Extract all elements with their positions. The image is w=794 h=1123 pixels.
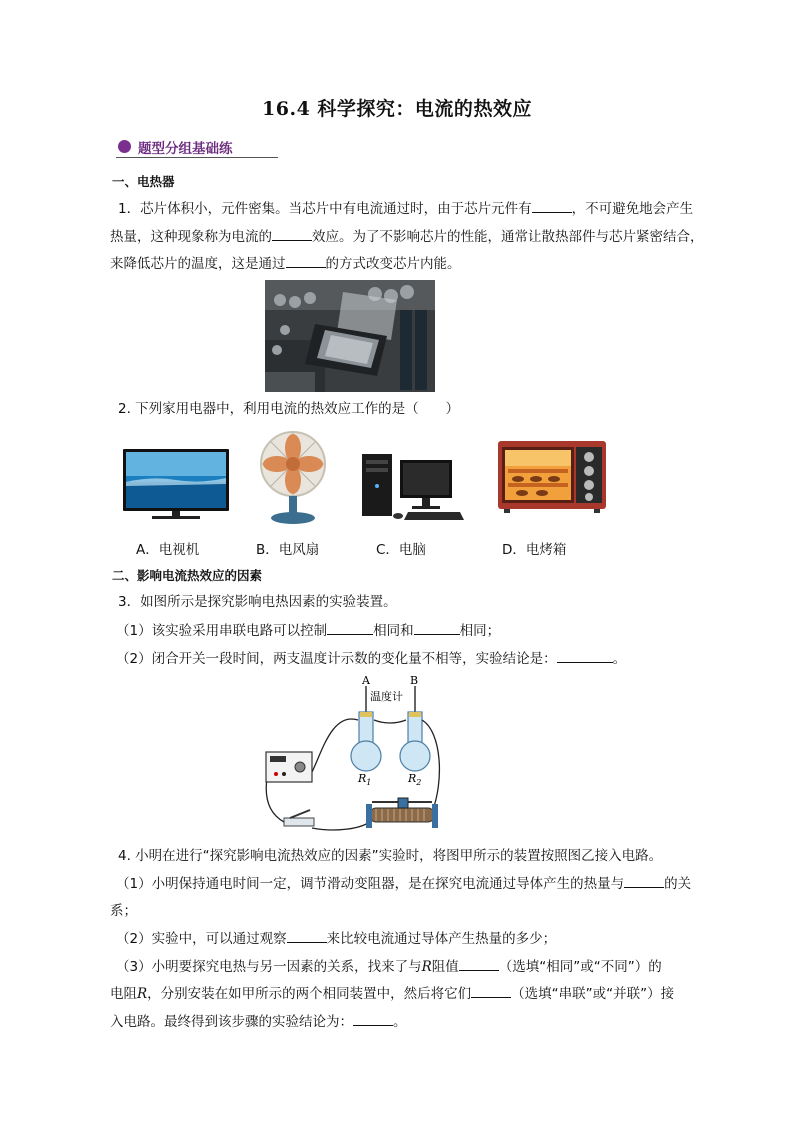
computer-icon	[360, 452, 466, 522]
section-heading-1: 一、电热器	[112, 174, 175, 189]
page-title: 16.4 科学探究：电流的热效应	[262, 98, 532, 120]
circuit-diagram	[262, 672, 442, 840]
q4-line-5: 入电路。最终得到该步骤的实验结论为： 。	[110, 1011, 710, 1032]
q4-line-1: （1）小明保持通电时间一定，调节滑动变阻器，是在探究电流通过导体产生的热量与 的关	[116, 873, 716, 894]
label-thermometer: 温度计	[370, 690, 403, 703]
q3-stem: 3．如图所示是探究影响电热因素的实验装置。	[118, 594, 397, 610]
q4-blank-4[interactable]	[471, 983, 511, 998]
q1-line-1: 1．芯片体积小，元件密集。当芯片中有电流通过时，由于芯片元件有 ，不可避免地会产生	[118, 198, 718, 219]
bullet-dot-icon	[118, 140, 131, 153]
label-b: B	[410, 674, 419, 687]
q3-blank-1[interactable]	[327, 620, 373, 635]
q3-line-1: （1）该实验采用串联电路可以控制 相同和 相同；	[116, 620, 716, 641]
q2-option-c[interactable]: C．电脑	[376, 542, 426, 558]
q1-line-3: 来降低芯片的温度，这是通过 的方式改变芯片内能。	[110, 253, 710, 274]
q2-stem: 2. 下列家用电器中，利用电流的热效应工作的是（ ）	[118, 401, 460, 417]
section-heading-2: 二、影响电流热效应的因素	[112, 568, 263, 583]
q4-line-4: 电阻R，分别安装在如甲所示的两个相同装置中，然后将它们 （选填“串联”或“并联”）接	[110, 983, 710, 1004]
q3-blank-2[interactable]	[414, 620, 460, 635]
q4-blank-5[interactable]	[353, 1011, 393, 1026]
q2-option-d[interactable]: D．电烤箱	[502, 542, 567, 558]
oven-icon	[496, 439, 608, 515]
q4-line-3: （3）小明要探究电热与另一因素的关系，找来了与R阻值 （选填“相同”或“不同”）的	[116, 956, 716, 977]
label-r1: $R_1$	[358, 772, 372, 787]
power-supply	[266, 752, 312, 782]
label-r2: $R_2$	[408, 772, 422, 787]
switch	[284, 810, 314, 826]
tv-icon	[122, 448, 230, 522]
q4-blank-3[interactable]	[459, 956, 499, 971]
section-badge	[116, 137, 278, 158]
fan-icon	[256, 430, 330, 526]
q4-blank-2[interactable]	[287, 928, 327, 943]
q1-blank-2[interactable]	[272, 226, 312, 241]
q1-line-2: 热量，这种现象称为电流的 效应。为了不影响芯片的性能，通常让散热部件与芯片紧密结合，	[110, 226, 710, 247]
q1-blank-3[interactable]	[286, 253, 326, 268]
cpu-chip-photo	[265, 280, 435, 392]
q2-option-a[interactable]: A．电视机	[136, 542, 200, 558]
label-a: A	[362, 674, 370, 687]
q4-stem: 4. 小明在进行“探究影响电流热效应的因素”实验时，将图甲所示的装置按照图乙接入电路。	[118, 848, 663, 864]
q4-line-1-cont: 系；	[110, 903, 137, 919]
q2-option-b[interactable]: B．电风扇	[256, 542, 320, 558]
q4-line-2: （2）实验中，可以通过观察 来比较电流通过导体产生热量的多少；	[116, 928, 716, 949]
q4-blank-1[interactable]	[624, 873, 664, 888]
q3-line-2: （2）闭合开关一段时间，两支温度计示数的变化量不相等，实验结论是： 。	[116, 648, 716, 669]
slide-rheostat	[366, 798, 438, 828]
q1-blank-1[interactable]	[532, 198, 572, 213]
badge-label: 题型分组基础练	[138, 141, 233, 157]
q3-blank-3[interactable]	[557, 648, 613, 663]
